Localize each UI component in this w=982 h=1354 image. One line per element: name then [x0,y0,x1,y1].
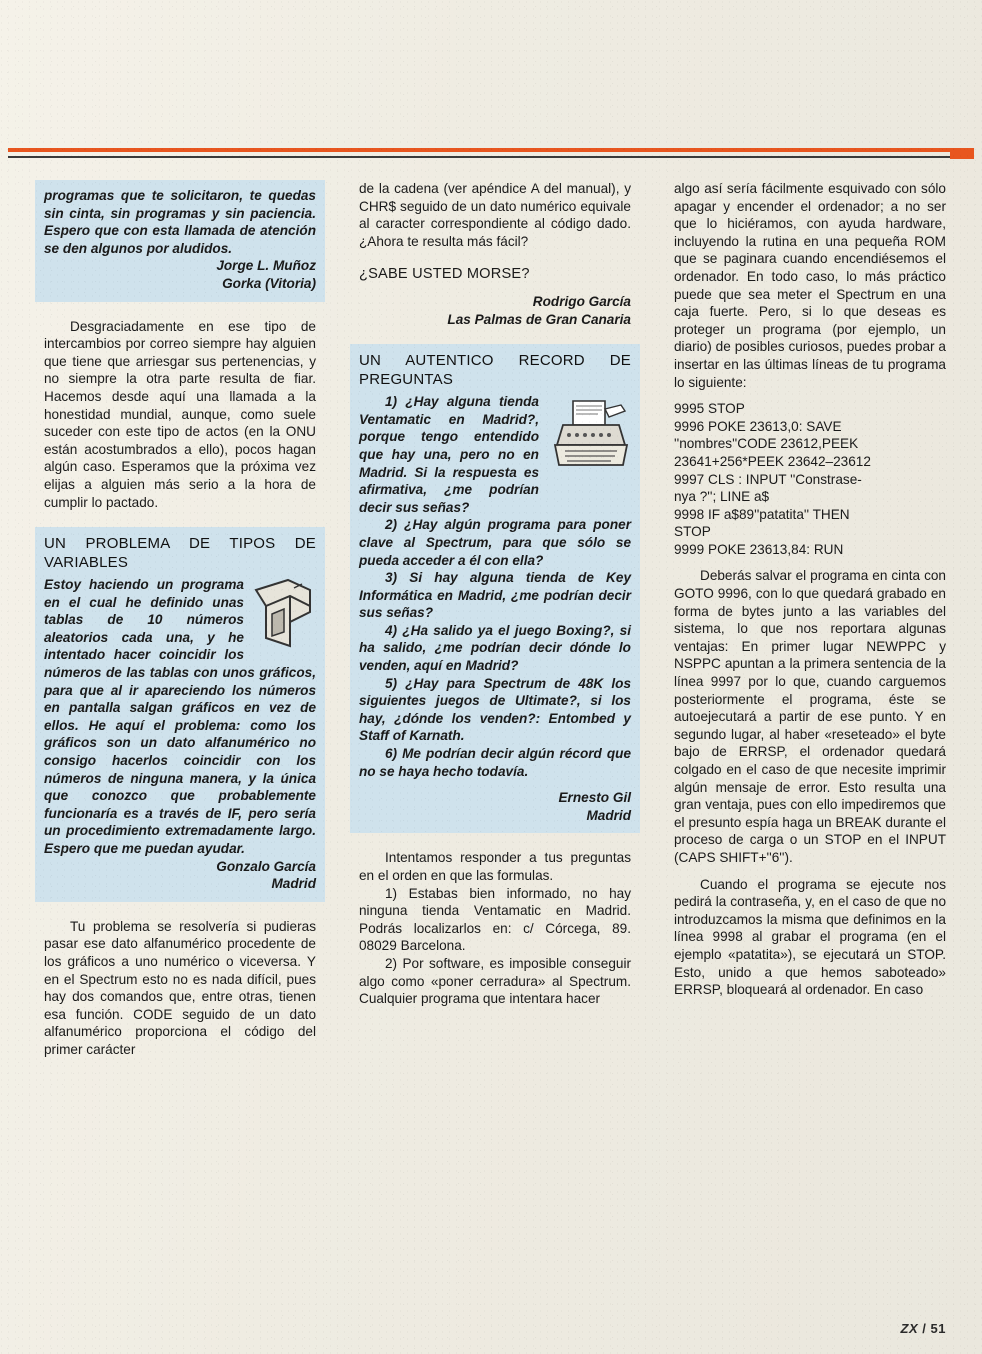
code-line: 9996 POKE 23613,0: SAVE [674,418,842,434]
intro-letter-box [35,180,325,302]
col2-paragraph-1: de la cadena (ver apéndice A del manual), y CHR$ seguido de un dato numérico equivale al caracter correspondiente al código dado. ¿Ahora te resulta más fácil? [359,181,631,249]
top-rule-accent [950,152,974,159]
col2-answer-1: 1) Estabas bien informado, no hay ninguna tienda Ventamatic en Madrid. Podrás localizarlos en: c/ Córcega, 89. 08029 Barcelona. [359,885,631,954]
record-signature-name: Ernesto Gil [558,790,631,806]
column-3 [674,180,946,999]
footer-separator: / [922,1321,927,1336]
intro-letter-signature-city: Gorka (Vitoria) [222,275,316,291]
basic-code-listing [674,400,946,558]
code-line: nya ?''; LINE a$ [674,489,770,505]
morse-signature-city: Las Palmas de Gran Canaria [447,311,631,327]
record-question-1: 1) ¿Hay alguna tienda Ventamatic en Madrid?, porque tengo entendido que hay una, pero no en Madrid. Si la respuesta es afirmativa, ¿me podrían decir sus señas? [359,394,539,515]
record-heading: UN AUTENTICO RECORD DE PREGUNTAS [359,352,631,389]
article-columns [44,180,946,1300]
top-rule-dark [8,156,974,158]
code-line: 9997 CLS : INPUT ''Constrase- [674,471,862,487]
intro-letter-text: programas que te solicitaron, te quedas sin cinta, sin programas y sin paciencia. Espero que con esta llamada de atención se den algunos por aludidos. [44,188,316,256]
col2-answer-intro: Intentamos responder a tus preguntas en el orden en que las formulas. [359,850,631,883]
column-2 [359,180,631,1008]
abstract-illustration-icon [250,576,316,650]
code-line: STOP [674,524,711,540]
col2-answer-2: 2) Por software, es imposible conseguir algo como «poner cerradura» al Spectrum. Cualquier programa que intentara hacer [359,955,631,1007]
record-letter-box [350,344,640,833]
intro-letter-signature-name: Jorge L. Muñoz [216,258,316,274]
code-line: ''nombres''CODE 23612,PEEK [674,436,859,452]
col3-paragraph-3: Cuando el programa se ejecute nos pedirá la contraseña, y, en el caso de que no introduzcamos la misma que definimos en la línea 9998 al grabar el programa (en el ejemplo «patatita»), se ejecutará un STOP. Esto, unido a que hemos saboteado» ERRSP, bloqueará al ordenador. En caso [674,876,946,998]
record-question-5: 5) ¿Hay para Spectrum de 48K los siguientes juegos de Ultimate?, si los hay, ¿dónde los venden?: Entombed y Staff of Karnath. [359,675,631,744]
record-question-2: 2) ¿Hay algún programa para poner clave al Spectrum, para que sólo se pueda acceder a él con ella? [359,517,631,568]
variables-signature-city: Madrid [271,876,316,892]
morse-heading: ¿SABE USTED MORSE? [359,266,530,283]
col3-paragraph-1: algo así sería fácilmente esquivado con sólo apagar y encender el ordenador; a no ser que lo hiciéramos, con ayuda hardware, incluyendo la rutina en una pequeña ROM que se paginara cuando encendiésemos el ordenador. En todo caso, lo más práctico puede que sea meter el Spectrum en una caja fuerte. Pero, si lo que deseas es proteger un programa (por ejemplo, un diario) de posibles curiosos, puedes probar a insertar en las últimas líneas de tu programa lo siguiente: [674,181,946,390]
code-line: 9999 POKE 23613,84: RUN [674,541,844,557]
code-line: 9995 STOP [674,401,745,417]
col1-paragraph-2: Tu problema se resolvería si pudieras pasar ese dato alfanumérico procedente de los gráficos a uno numérico o viceversa. Y en el Spectrum esto no es nada difícil, pues hay dos comandos que, entre otras, tienen esa función. CODE seguido de un dato alfanumérico proporciona el código del primer carácter [44,918,316,1057]
variables-signature-name: Gonzalo García [216,858,316,874]
col3-paragraph-2: Deberás salvar el programa en cinta con GOTO 9996, con lo que quedará grabado en forma de bytes junto a las variables del sistema, lo que nos reportara algunas ventajas: En primer lugar NEWPPC y NSPPC apuntan a la primera sentencia de la línea 9997 por lo que, cuando carguemos posteriormente el programa, éste se autoejecutará a partir de ese punto. Y en segundo lugar, al haber «reseteado» el byte bajo de ERRSP, el ordenador quedará colgado en el caso de que necesite imprimir algún mensaje de error. Esto resulta una gran ventaja, pues con ello impediremos que el presunto espía haga un BREAK durante el proceso de carga o un STOP en el INPUT (CAPS SHIFT+''6''). [674,568,946,865]
page-number: 51 [930,1321,946,1336]
record-question-6: 6) Me podrían decir algún récord que no se haya hecho todavía. [359,746,631,779]
col1-paragraph-1: Desgraciadamente en ese tipo de intercambios por correo siempre hay alguien que tiene que arriesgar sus pertenencias, y no siempre la otra parte resulta de fiar. Hacemos desde aquí una llamada a la honestidad mundial, aunque, como suele suceder con este tipo de actos (en la ONU están acostumbrados a ello), pocos hagan algún caso. Esperamos que la próxima vez elijas a alguien más serio a la hora de cumplir lo pactado. [44,318,316,510]
morse-signature-name: Rodrigo García [532,293,631,309]
column-1 [44,180,316,1059]
variables-letter-text: Estoy haciendo un programa en el cual he definido unas tablas de 10 números aleatorios cada una, y he intentado hacer coincidir los números de las tablas con unos gráficos, para que al ir apareciendo los números en pantalla salgan gráficos en vez de ellos. He aquí el problema: como los gráficos son un dato alfanumérico no consigo hacerlos coincidir con los números de ninguna manera, y la única que conozco que probablemente funcionaría es a través de IF, pero sería un procedimiento extremadamente largo. Espero que me puedan ayudar. [44,577,316,856]
page-footer [901,1321,946,1336]
magazine-name: ZX [900,1321,919,1336]
top-rule-orange [8,148,974,152]
record-question-3: 3) Si hay alguna tienda de Key Informática en Madrid, ¿me podrían decir sus señas? [359,570,631,621]
record-question-4: 4) ¿Ha salido ya el juego Boxing?, si ha salido, ¿me podrían decir dónde lo venden, aquí en Madrid? [359,622,631,674]
variables-letter-box [35,527,325,902]
printer-illustration-icon [545,395,631,481]
record-signature-city: Madrid [586,807,631,823]
code-line: 9998 IF a$89''patatita'' THEN [674,506,850,522]
variables-heading: UN PROBLEMA DE TIPOS DE VARIABLES [44,535,316,572]
code-line: 23641+256*PEEK 23642–23612 [674,453,871,469]
